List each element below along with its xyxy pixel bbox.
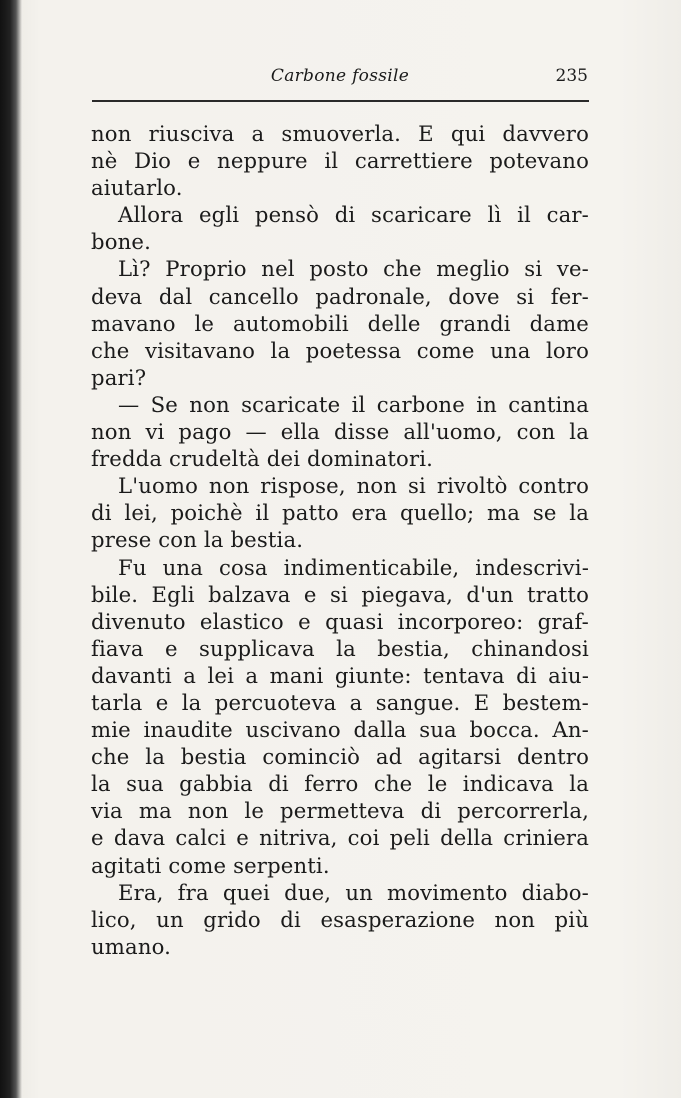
- text-line: Era, fra quei due, un movimento diabo-: [118, 879, 589, 905]
- text-line: nè Dio e neppure il carrettiere potevano: [91, 148, 589, 174]
- text-line: — Se non scaricate il carbone in cantina: [118, 391, 589, 417]
- text-line: via ma non le permetteva di percorrerla,: [91, 798, 589, 824]
- text-line: L'uomo non rispose, non si rivoltò contro: [118, 473, 589, 499]
- text-line: deva dal cancello padronale, dove si fer-: [91, 283, 589, 309]
- book-binding-shadow: [0, 0, 22, 1098]
- text-line: Allora egli pensò di scaricare lì il car-: [118, 202, 589, 228]
- text-line: tarla e la percuoteva a sangue. E bestem-: [91, 689, 589, 715]
- body-text: [91, 120, 589, 960]
- text-line: agitati come serpenti.: [91, 852, 330, 878]
- running-header: [92, 62, 588, 92]
- text-line: non riusciva a smuoverla. E qui davvero: [91, 121, 589, 146]
- header-rule: [92, 100, 589, 102]
- text-line: prese con la bestia.: [91, 527, 304, 553]
- text-line: non vi pago — ella disse all'uomo, con la: [91, 419, 589, 445]
- text-line: lico, un grido di esasperazione non più: [91, 906, 589, 932]
- text-line: Fu una cosa indimenticabile, indescrivi-: [118, 554, 589, 580]
- text-line: che visitavano la poetessa come una loro: [91, 337, 589, 363]
- text-line: mie inaudite uscivano dalla sua bocca. An-: [91, 717, 589, 743]
- text-line: bile. Egli balzava e si piegava, d'un tratto: [91, 581, 589, 607]
- text-line: di lei, poichè il patto era quello; ma se la: [91, 500, 589, 526]
- text-line: aiutarlo.: [91, 175, 183, 201]
- text-line: mavano le automobili delle grandi dame: [91, 310, 589, 336]
- text-line: pari?: [91, 364, 147, 390]
- running-title: Carbone fossile: [270, 66, 410, 86]
- text-line: la sua gabbia di ferro che le indicava la: [91, 771, 589, 797]
- text-line: umano.: [91, 933, 172, 959]
- text-line: bone.: [91, 229, 151, 255]
- text-line: Lì? Proprio nel posto che meglio si ve-: [118, 256, 589, 282]
- text-line: fiava e supplicava la bestia, chinandosi: [91, 635, 589, 661]
- text-line: e dava calci e nitriva, coi peli della criniera: [91, 825, 589, 851]
- text-line: davanti a lei a mani giunte: tentava di aiu-: [91, 662, 589, 688]
- text-line: divenuto elastico e quasi incorporeo: graf-: [91, 608, 589, 634]
- text-line: che la bestia cominciò ad agitarsi dentro: [91, 744, 589, 770]
- text-line: fredda crudeltà dei dominatori.: [91, 446, 434, 472]
- page-number: 235: [555, 66, 588, 86]
